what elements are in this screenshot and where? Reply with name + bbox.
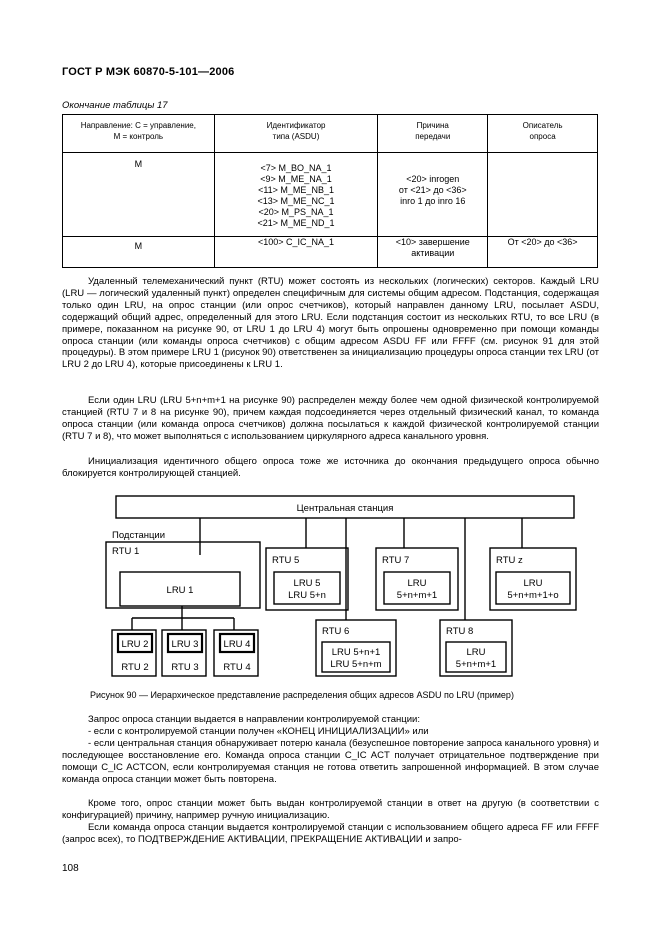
cause-text: активации — [411, 248, 455, 258]
substations-label: Подстанции — [112, 530, 166, 541]
type-code: <7> M_BO_NA_1 — [260, 163, 332, 173]
rtu4-box — [214, 630, 258, 676]
rtu7-lru-line: LRU — [407, 578, 427, 589]
rtu2-label: RTU 2 — [121, 662, 149, 673]
type-code: <21> M_ME_ND_1 — [257, 218, 335, 228]
column-header: Причина передачи — [378, 115, 488, 153]
cause-text: от <21> до <36> — [398, 185, 467, 195]
column-header: Описатель опроса — [488, 115, 598, 153]
rtu5-label: RTU 5 — [272, 555, 300, 566]
central-station-box — [116, 496, 574, 518]
figure-caption: Рисунок 90 — Иерархическое представление распределения общих адресов ASDU по LRU (пример) — [90, 690, 514, 700]
qualifier-text: От <20> до <36> — [507, 237, 578, 247]
rtu3-box — [162, 630, 206, 676]
table-row — [63, 153, 598, 237]
lru2-label: LRU 2 — [121, 639, 149, 650]
type-code: <100> C_IC_NA_1 — [257, 237, 335, 247]
rtu7-label: RTU 7 — [382, 555, 410, 566]
type-code: <20> M_PS_NA_1 — [258, 207, 334, 217]
central-station-label: Центральная станция — [296, 503, 394, 514]
document-header: ГОСТ Р МЭК 60870-5-101—2006 — [62, 66, 235, 78]
table-17 — [62, 114, 598, 268]
type-code: <9> M_ME_NA_1 — [260, 174, 332, 184]
paragraph-3: Инициализация идентичного общего опроса тоже же источника до окончания предыдущего опроса обычно блокируется контролирующей станцией. — [62, 456, 599, 479]
list-item: - если с контролируемой станции получен «КОНЕЦ ИНИЦИАЛИЗАЦИИ» или — [88, 726, 429, 737]
lru4-label: LRU 4 — [223, 639, 251, 650]
column-header: Направление: С = управление, М = контроль — [63, 115, 215, 153]
lru3-label: LRU 3 — [171, 639, 199, 650]
table-row — [63, 237, 598, 268]
rtu5-box — [266, 548, 348, 610]
paragraph-1: Удаленный телемеханический пункт (RTU) может состоять из нескольких (логических) секторов. Каждый LRU (LRU — логический удаленный пункт) определен специфичным для системы общим адресом. Подстанция, содержащая только один LRU, на опрос станции (или опрос счетчиков), который направлен данному LRU, посылает ASDU, содержащий общий адрес, определенный для этого LRU. Если подстанция состоит из нескольких RTU, то все LRU (в примере, показанном на рисунке 90, от LRU 1 до LRU 4) могут быть опрошены одновременно при помощи команды опроса станции (или команды опроса счетчиков) с общим адресом ASDU FF или FFFF (см. рисунок 91 для этой процедуры). В этом примере LRU 1 (рисунок 90) ответственен за инициализацию процедуры опроса станции тех LRU (от LRU 2 до LRU 4), которые присоединены к LRU 1. — [62, 276, 599, 371]
cause-text: <20> inrogen — [406, 174, 460, 184]
rtuz-box — [490, 548, 576, 610]
cause-text: inro 1 до inro 16 — [400, 196, 466, 206]
type-code: <13> M_ME_NC_1 — [257, 196, 335, 206]
lru1-box — [120, 572, 240, 606]
direction-cell: М — [134, 159, 143, 169]
rtu8-label: RTU 8 — [446, 626, 474, 637]
page-number: 108 — [62, 863, 79, 874]
paragraph-5: Кроме того, опрос станции может быть выдан контролируемой станции в ответ на другую (в соответствии с конфигурацией) причину, например ручную инициализацию. — [62, 798, 599, 821]
paragraph-6: Если команда опроса станции выдается контролируемой станции с использованием общего адреса FF или FFFF (запрос всех), то ПОДТВЕРЖДЕНИЕ АКТИВАЦИИ, ПРЕКРАЩЕНИЕ АКТИВАЦИИ и запро- — [62, 822, 599, 845]
rtu6-lru-line: LRU 5+n+m — [330, 659, 382, 670]
cause-text: <10> завершение — [395, 237, 470, 247]
rtu6-box — [316, 620, 396, 676]
paragraph-2: Если один LRU (LRU 5+n+m+1 на рисунке 90) распределен между более чем одной физической контролируемой станцией (RTU 7 и 8 на рисунке 90), причем каждая подсоединяется через отдельный физический канал, то команда опроса станции (или команда опроса счетчиков) должна посылаться к каждой физической контролируемой станции (RTU 7 и 8), что может выполняться с использованием циркулярного адреса канального уровня. — [62, 395, 599, 442]
direction-cell: М — [134, 241, 143, 251]
rtu4-label: RTU 4 — [223, 662, 251, 673]
table-caption: Окончание таблицы 17 — [62, 100, 168, 111]
rtu6-label: RTU 6 — [322, 626, 350, 637]
rtu3-label: RTU 3 — [171, 662, 199, 673]
rtuz-label: RTU z — [496, 555, 523, 566]
rtu7-lru-line: 5+n+m+1 — [396, 590, 438, 601]
rtu8-box — [440, 620, 512, 676]
type-code: <11> M_ME_NB_1 — [258, 185, 334, 195]
rtu1-label: RTU 1 — [112, 546, 140, 557]
rtu1-box — [106, 542, 260, 608]
rtu8-lru-line: 5+n+m+1 — [455, 659, 497, 670]
rtuz-lru-line: LRU — [523, 578, 543, 589]
paragraph-4: Запрос опроса станции выдается в направлении контролируемой станции: — [88, 714, 420, 725]
rtu5-lru-line: LRU 5 — [293, 578, 321, 589]
rtuz-lru-line: 5+n+m+1+o — [507, 590, 559, 601]
lru1-label: LRU 1 — [166, 585, 194, 596]
rtu8-lru-line: LRU — [466, 647, 486, 658]
rtu6-lru-line: LRU 5+n+1 — [331, 647, 381, 658]
rtu5-lru-line: LRU 5+n — [288, 590, 326, 601]
rtu2-box — [112, 630, 156, 676]
column-header: Идентификатор типа (ASDU) — [214, 115, 378, 153]
list-item: - если центральная станция обнаруживает потерю канала (безуспешное повторение запроса канального уровня) и последующее восстановление его. Команда опроса станции C_IC ACT получает отрицательное подтверждение при помощи C_IC ACTCON, если контролируемая станция не готова ответить запрошенной информацией. В этом случае команда опроса станции может быть повторена. — [62, 738, 599, 785]
rtu7-box — [376, 548, 458, 610]
